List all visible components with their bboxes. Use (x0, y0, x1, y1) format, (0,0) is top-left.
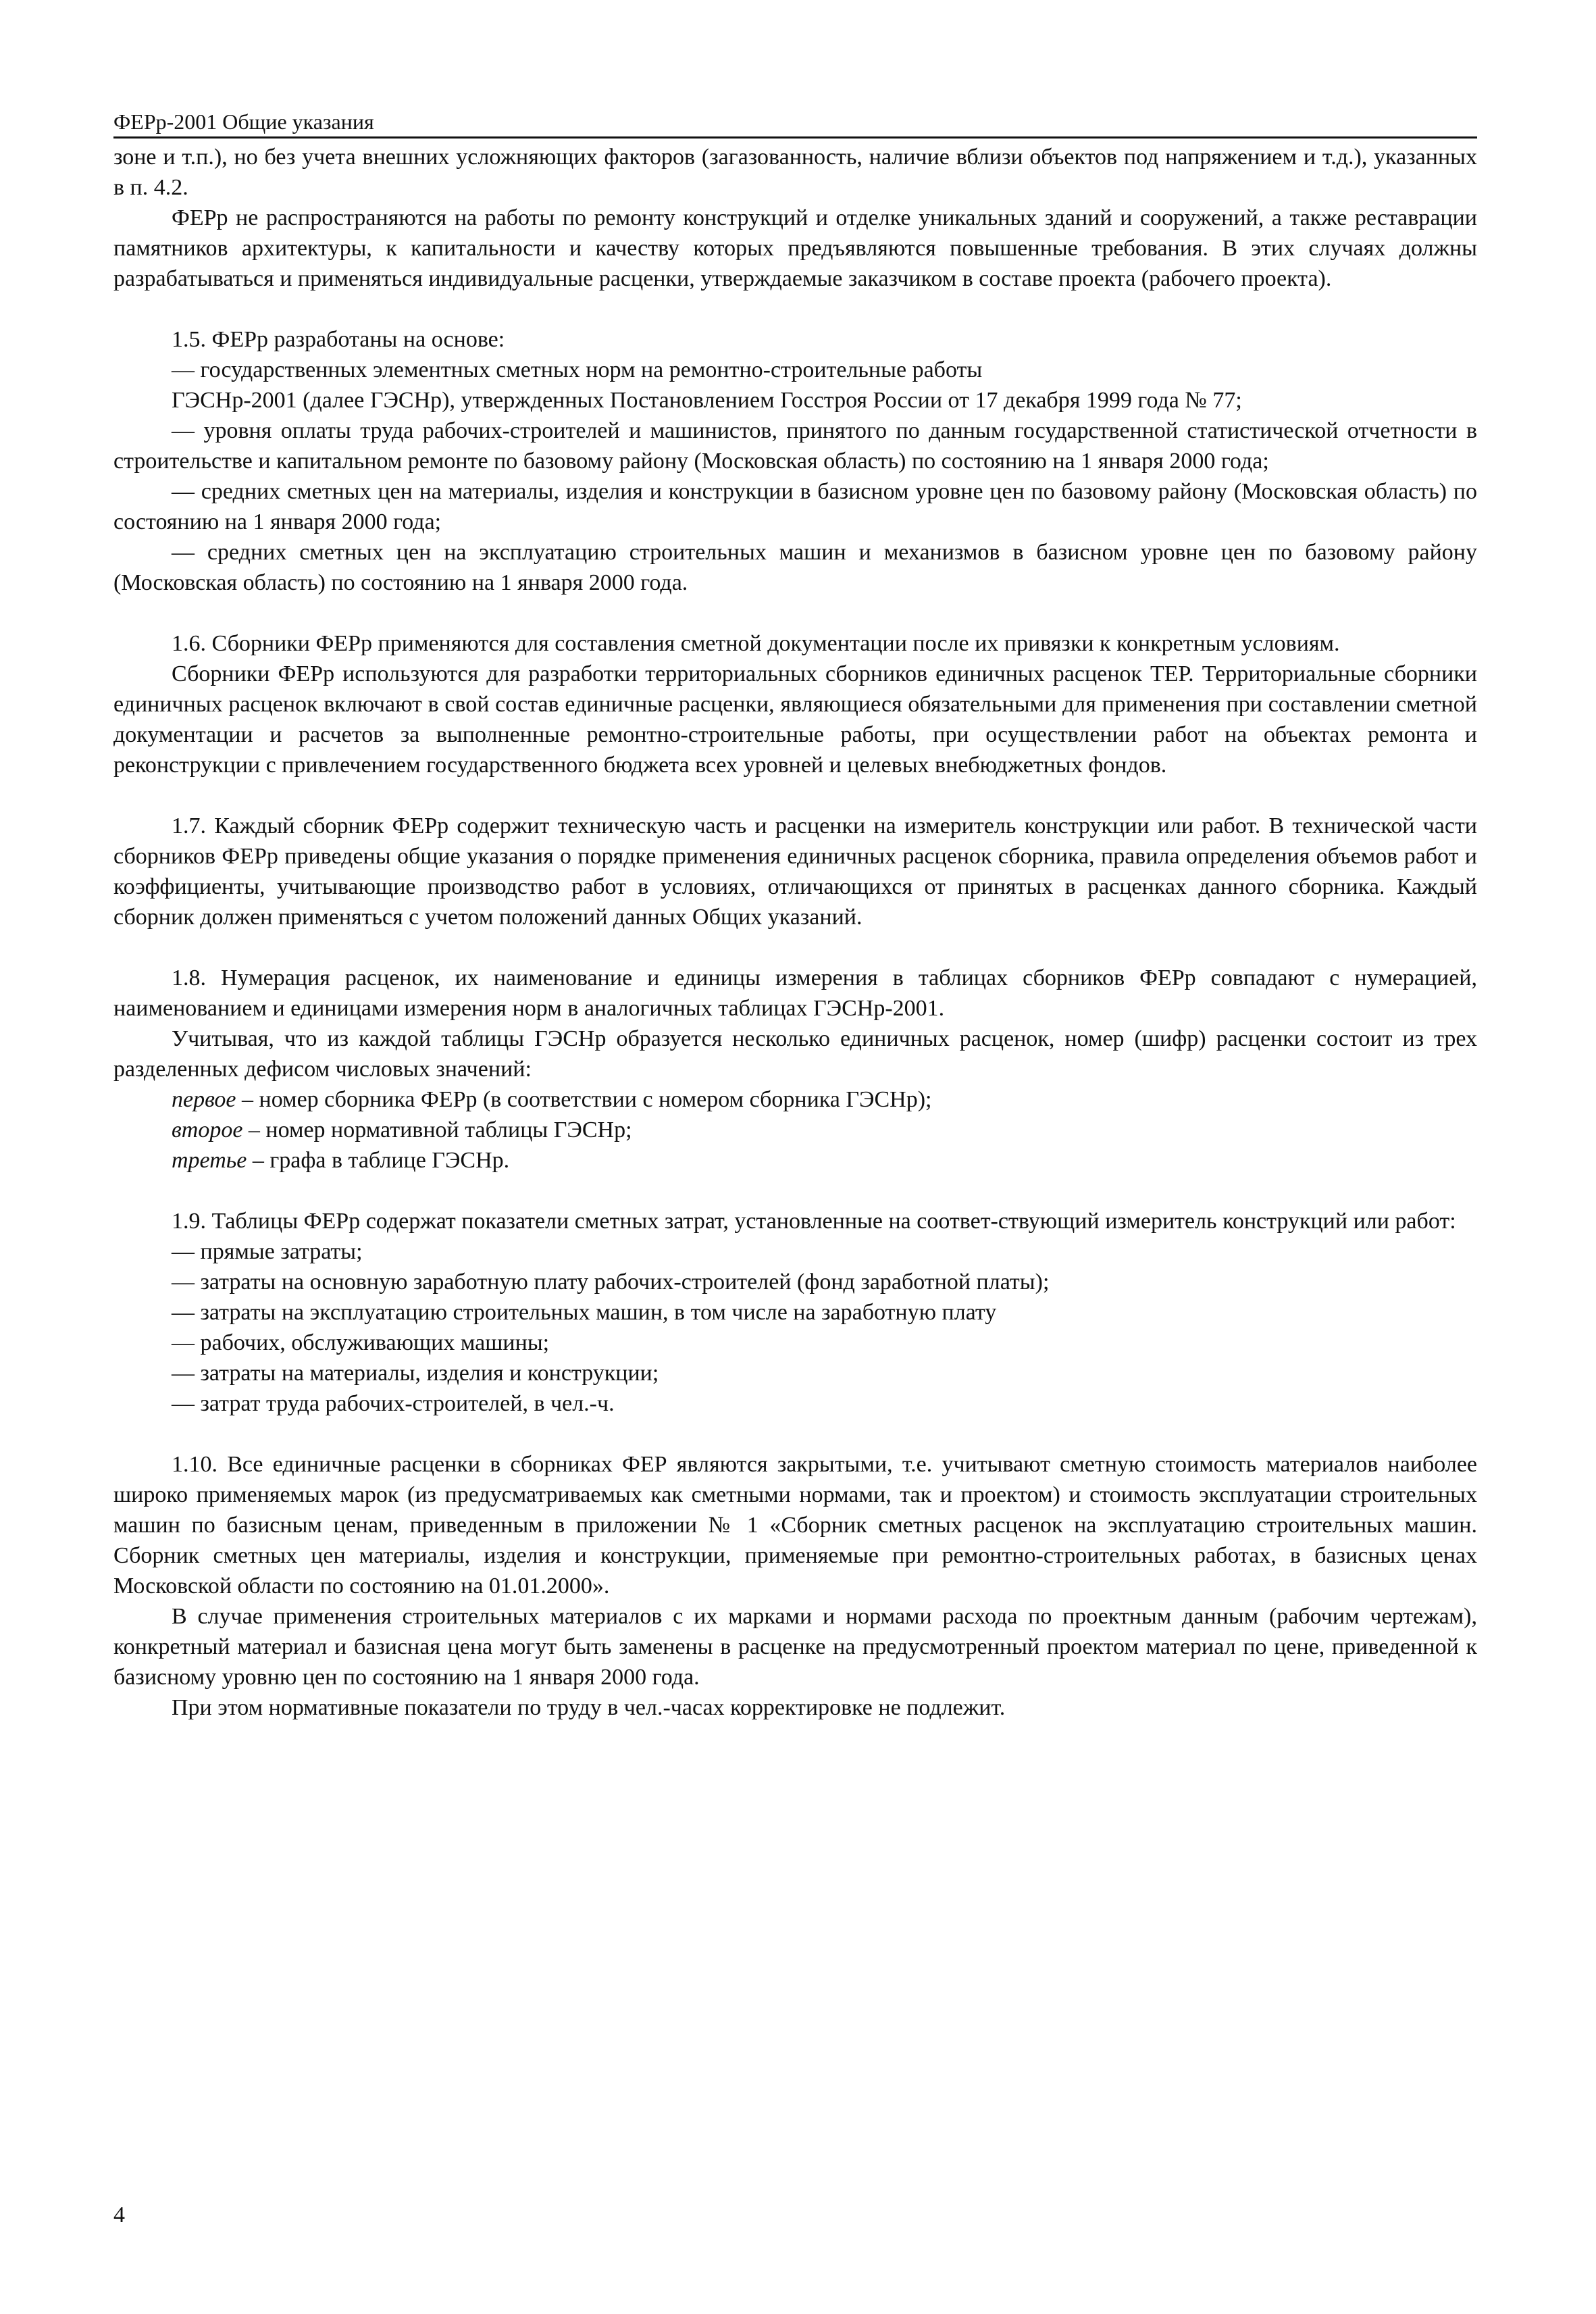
running-header (113, 107, 1477, 139)
document-body (113, 142, 1477, 1723)
section-1-9-item-d: — рабочих, обслуживающих машины; (172, 1330, 550, 1355)
section-1-7-para: 1.7. Каждый сборник ФЕРр содержит техническую часть и расценки на измеритель конструкции или работ. В технической части сборников ФЕРр приведены общие указания о порядке применения единичных расценок сборника, правила определения объемов работ и коэффициенты, учитывающие производство работ в условиях, отличающихся от принятых в расценках данного сборника. Каждый сборник должен применяться с учетом положений данных Общих указаний. (113, 813, 1477, 930)
section-1-9-item-f: — затрат труда рабочих-строителей, в чел.-ч. (172, 1391, 615, 1416)
header-title: ФЕРр-2001 Общие указания (113, 109, 374, 134)
section-1-8-para-a: 1.8. Нумерация расценок, их наименование и единицы измерения в таблицах сборников ФЕРр совпадают с нумерацией, наименованием и единицами измерения норм в аналогичных таблицах ГЭСНр-2001. (113, 965, 1477, 1021)
section-1-9-item-e: — затраты на материалы, изделия и конструкции; (172, 1361, 659, 1386)
section-1-5-item-e: — средних сметных цен на эксплуатацию строительных машин и механизмов в базисном уровне цен по базовому району (Московская область) по состоянию на 1 января 2000 года. (113, 540, 1477, 595)
paragraph-continuation: зоне и т.п.), но без учета внешних усложняющих факторов (загазованность, наличие вблизи объектов под напряжением и т.д.), указанных в п. 4.2. (113, 145, 1477, 200)
section-1-6-para-a: 1.6. Сборники ФЕРр применяются для составления сметной документации после их привязки к конкретным условиям. (172, 631, 1340, 656)
section-1-10-para-a: 1.10. Все единичные расценки в сборниках ФЕР являются закрытыми, т.е. учитывают сметную стоимость материалов наиболее широко применяемых марок (из предусматриваемых как сметными нормами, так и проектом) и стоимость эксплуатации строительных машин по базисным ценам, приведенным в приложении № 1 «Сборник сметных расценок на эксплуатацию строительных машин. Сборник сметных цен материалы, изделия и конструкции, применяемые при ремонтно-строительных работах, в базисных ценах Московской области по состоянию на 01.01.2000». (113, 1452, 1477, 1599)
section-1-6-para-b: Сборники ФЕРр используются для разработки территориальных сборников единичных расценок ТЕР. Территориальные сборники единичных расценок включают в свой состав единичные расценки, являющиеся обязательными для применения при составлении сметной документации и расчетов за выполненные ремонтно-строительные работы, при осуществлении работ на объектах ремонта и реконструкции с привлечением государственного бюджета всех уровней и целевых внебюджетных фондов. (113, 661, 1477, 778)
term-second-desc: – номер нормативной таблицы ГЭСНр; (242, 1117, 632, 1142)
section-1-5-item-a: — государственных элементных сметных норм на ремонтно-строительные работы (172, 357, 983, 382)
page-number: 4 (113, 2203, 125, 2228)
section-1-10-para-c: При этом нормативные показатели по труду в чел.-часах корректировке не подлежит. (172, 1695, 1006, 1720)
section-1-5-title: 1.5. ФЕРр разработаны на основе: (172, 327, 505, 352)
section-1-10-para-b: В случае применения строительных материалов с их марками и нормами расхода по проектным данным (рабочим чертежам), конкретный материал и базисная цена могут быть заменены в расценке на предусмотренный проектом материал по цене, приведенной к базисному уровню цен по состоянию на 1 января 2000 года. (113, 1604, 1477, 1690)
section-1-8-item-second (113, 1115, 1477, 1145)
term-second: второе (172, 1117, 243, 1142)
term-first: первое (172, 1087, 236, 1112)
section-1-5-item-b: ГЭСНр-2001 (далее ГЭСНр), утвержденных Постановлением Госстроя России от 17 декабря 1999 года № 77; (172, 388, 1242, 413)
section-1-8-item-first (113, 1084, 1477, 1115)
section-1-5-item-d: — средних сметных цен на материалы, изделия и конструкции в базисном уровне цен по базовому району (Московская область) по состоянию на 1 января 2000 года; (113, 479, 1477, 534)
section-1-9-item-a: — прямые затраты; (172, 1239, 363, 1264)
term-first-desc: – номер сборника ФЕРр (в соответствии с номером сборника ГЭСНр); (236, 1087, 932, 1112)
term-third-desc: – графа в таблице ГЭСНр. (247, 1148, 510, 1173)
term-third: третье (172, 1148, 247, 1173)
paragraph-ferr-scope: ФЕРр не распространяются на работы по ремонту конструкций и отделке уникальных зданий и сооружений, а также реставрации памятников архитектуры, к капитальности и качеству которых предъявляются повышенные требования. В этих случаях должны разрабатываться и применяться индивидуальные расценки, утверждаемые заказчиком в составе проекта (рабочего проекта). (113, 205, 1477, 291)
section-1-9-title: 1.9. Таблицы ФЕРр содержат показатели сметных затрат, установленные на соответ-ствующий измеритель конструкций или работ: (172, 1209, 1456, 1234)
section-1-9-item-b: — затраты на основную заработную плату рабочих-строителей (фонд заработной платы); (172, 1269, 1050, 1294)
section-1-5-item-c: — уровня оплаты труда рабочих-строителей и машинистов, принятого по данным государственной статистической отчетности в строительстве и капитальном ремонте по базовому району (Московская область) по состоянию на 1 января 2000 года; (113, 418, 1477, 474)
section-1-9-item-c: — затраты на эксплуатацию строительных машин, в том числе на заработную плату (172, 1300, 997, 1325)
section-1-8-item-third (113, 1145, 1477, 1176)
section-1-8-para-b: Учитывая, что из каждой таблицы ГЭСНр образуется несколько единичных расценок, номер (шифр) расценки состоит из трех разделенных дефисом числовых значений: (113, 1026, 1477, 1082)
